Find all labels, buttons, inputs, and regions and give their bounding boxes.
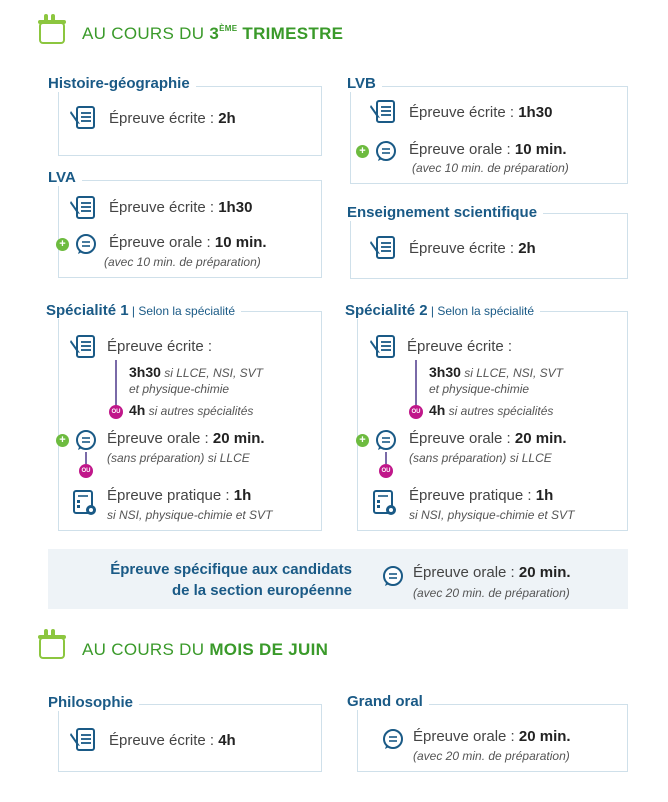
written-exam-icon — [69, 334, 97, 360]
divider — [385, 452, 387, 464]
histgeo-title: Histoire-géographie — [46, 75, 196, 92]
spe2-title: Spécialité 2 | Selon la spécialité — [343, 302, 540, 319]
written-exam-icon — [369, 334, 397, 360]
lvb-title: LVB — [345, 75, 382, 92]
euro-orale-note: (avec 20 min. de préparation) — [413, 586, 570, 600]
oral-exam-icon — [75, 429, 97, 451]
spe2-opt1: 3h30 si LLCE, NSI, SVT — [429, 364, 563, 380]
spe2-opt2: 4h si autres spécialités — [429, 402, 554, 418]
lva-orale: Épreuve orale : 10 min. — [109, 234, 267, 251]
written-exam-icon — [69, 105, 97, 131]
oral-exam-icon — [382, 728, 404, 750]
euro-title: Épreuve spécifique aux candidats de la section européenne — [110, 561, 352, 599]
spe1-opt1-note2: et physique-chimie — [129, 382, 230, 396]
spe1-pratique: Épreuve pratique : 1h — [107, 487, 252, 504]
written-exam-icon — [69, 727, 97, 753]
oral-exam-icon — [375, 429, 397, 451]
philo-ecrite: Épreuve écrite : 4h — [109, 732, 236, 749]
lva-orale-note: (avec 10 min. de préparation) — [104, 255, 261, 269]
lvb-ecrite: Épreuve écrite : 1h30 — [409, 104, 553, 121]
lva-title: LVA — [46, 169, 82, 186]
calendar-icon — [39, 22, 65, 44]
plus-icon: + — [356, 145, 369, 158]
grandoral-title: Grand oral — [345, 693, 429, 710]
spe1-ecrite: Épreuve écrite : — [107, 338, 213, 355]
spe1-title: Spécialité 1 | Selon la spécialité — [44, 302, 241, 319]
spe2-pratique: Épreuve pratique : 1h — [409, 487, 554, 504]
spe2-opt1-note2: et physique-chimie — [429, 382, 530, 396]
spe2-orale: Épreuve orale : 20 min. — [409, 430, 567, 447]
plus-icon: + — [356, 434, 369, 447]
spe2-orale-note: (sans préparation) si LLCE — [409, 451, 552, 465]
ou-badge: OU — [109, 405, 123, 419]
spe1-pratique-note: si NSI, physique-chimie et SVT — [107, 508, 273, 522]
practical-exam-icon — [70, 489, 98, 517]
oral-exam-icon — [75, 233, 97, 255]
lvb-orale-note: (avec 10 min. de préparation) — [412, 161, 569, 175]
spe1-orale: Épreuve orale : 20 min. — [107, 430, 265, 447]
grandoral-orale: Épreuve orale : 20 min. — [413, 728, 571, 745]
plus-icon: + — [56, 434, 69, 447]
section-title-trimestre: AU COURS DU 3ÈME TRIMESTRE — [82, 24, 344, 43]
oral-exam-icon — [375, 140, 397, 162]
calendar-icon — [39, 637, 65, 659]
histgeo-ecrite: Épreuve écrite : 2h — [109, 110, 236, 127]
grandoral-orale-note: (avec 20 min. de préparation) — [413, 749, 570, 763]
spe1-orale-note: (sans préparation) si LLCE — [107, 451, 250, 465]
practical-exam-icon — [370, 489, 398, 517]
spe2-ecrite: Épreuve écrite : — [407, 338, 513, 355]
section-title-juin: AU COURS DU MOIS DE JUIN — [82, 640, 329, 659]
plus-icon: + — [56, 238, 69, 251]
spe2-pratique-note: si NSI, physique-chimie et SVT — [409, 508, 575, 522]
divider — [85, 452, 87, 464]
ou-badge: OU — [379, 464, 393, 478]
ou-badge: OU — [409, 405, 423, 419]
euro-orale: Épreuve orale : 20 min. — [413, 564, 571, 581]
lva-ecrite: Épreuve écrite : 1h30 — [109, 199, 253, 216]
oral-exam-icon — [382, 565, 404, 587]
spe1-opt2: 4h si autres spécialités — [129, 402, 254, 418]
written-exam-icon — [369, 235, 397, 261]
written-exam-icon — [69, 195, 97, 221]
ou-badge: OU — [79, 464, 93, 478]
lvb-orale: Épreuve orale : 10 min. — [409, 141, 567, 158]
spe1-opt1: 3h30 si LLCE, NSI, SVT — [129, 364, 263, 380]
written-exam-icon — [369, 99, 397, 125]
ensci-ecrite: Épreuve écrite : 2h — [409, 240, 536, 257]
philo-title: Philosophie — [46, 694, 139, 711]
ensci-title: Enseignement scientifique — [345, 204, 543, 221]
